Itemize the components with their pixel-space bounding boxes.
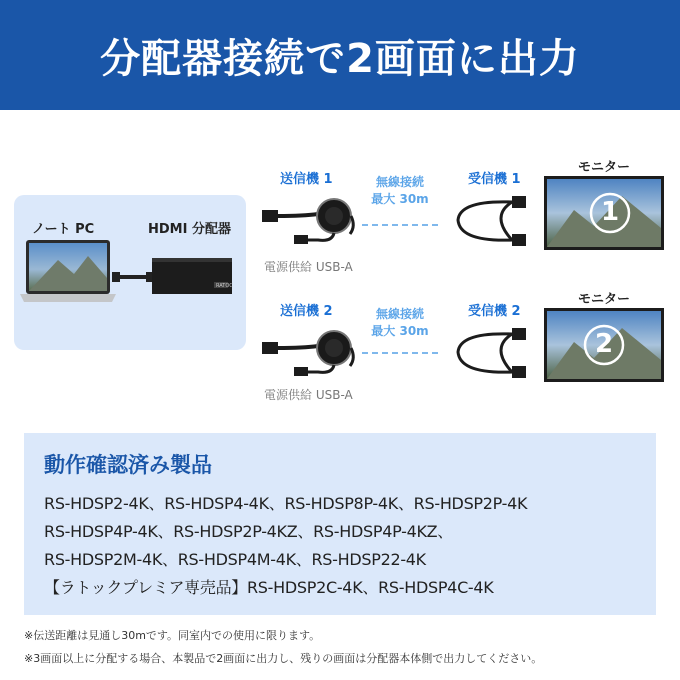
- compatible-products-panel: [24, 433, 656, 615]
- receiver-1-label: 受信機 1: [468, 172, 521, 187]
- monitor-2-number: 2: [594, 329, 614, 359]
- monitor-2-label: モニター: [578, 292, 631, 307]
- monitor-1-number: 1: [600, 197, 620, 227]
- hdmi-splitter-image: [152, 256, 234, 296]
- receiver-2-image: [450, 318, 540, 386]
- splitter-brand: RATOC: [216, 283, 233, 289]
- products-line: RS-HDSP4P-4K、RS-HDSP2P-4KZ、RS-HDSP4P-4KZ、: [44, 522, 453, 541]
- note-multi-screen: ※3画面以上に分配する場合、本製品で2画面に出力し、残りの画面は分配器本体側で出力してください。: [24, 652, 543, 665]
- receiver-2-label: 受信機 2: [468, 304, 521, 319]
- power-2-label: 電源供給 USB-A: [264, 388, 353, 402]
- monitor-1-label: モニター: [578, 160, 631, 175]
- power-1-label: 電源供給 USB-A: [264, 260, 353, 274]
- splitter-label: HDMI 分配器: [148, 222, 231, 237]
- products-line: 【ラトックプレミア専売品】RS-HDSP2C-4K、RS-HDSP4C-4K: [44, 578, 494, 597]
- header-banner: [0, 0, 680, 110]
- wireless-link-1: [362, 224, 438, 226]
- products-title: 動作確認済み製品: [44, 453, 212, 477]
- transmitter-2-image: [258, 322, 358, 382]
- products-line: RS-HDSP2-4K、RS-HDSP4-4K、RS-HDSP8P-4K、RS-HDSP2P-4K: [44, 494, 528, 513]
- transmitter-2-label: 送信機 2: [280, 304, 333, 319]
- wireless-link-2: [362, 352, 438, 354]
- wireless-1-label: 無線接続: [375, 175, 424, 189]
- range-1-label: 最大 30m: [371, 192, 429, 206]
- range-2-label: 最大 30m: [371, 324, 429, 338]
- receiver-1-image: [450, 186, 540, 254]
- transmitter-1-label: 送信機 1: [280, 172, 333, 187]
- wireless-2-label: 無線接続: [375, 307, 424, 321]
- laptop-image: [18, 238, 118, 308]
- note-range: ※伝送距離は見通し30mです。同室内での使用に限ります。: [24, 629, 321, 642]
- products-line: RS-HDSP2M-4K、RS-HDSP4M-4K、RS-HDSP22-4K: [44, 550, 426, 569]
- pc-label: ノート PC: [32, 222, 95, 237]
- transmitter-1-image: [258, 190, 358, 250]
- page-title: 分配器接続で2画面に出力: [100, 35, 580, 82]
